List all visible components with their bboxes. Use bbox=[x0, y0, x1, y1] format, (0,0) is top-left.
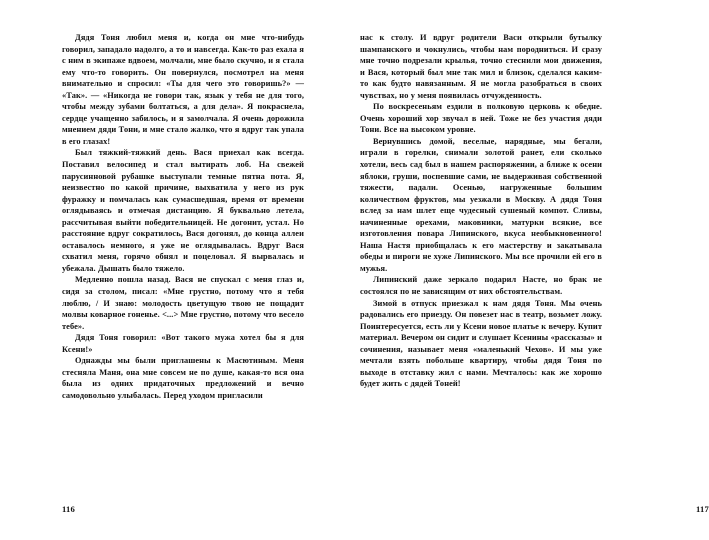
paragraph: Зимой в отпуск приезжал к нам дядя Тоня. Мы очень радовались его приезду. Он повезет нас в театр, возьмет ложу. Поинтересуется, есть ли у Ксени новое платье к вечеру. Купит материал. Вечером он сидит и слушает Ксенины «рассказы» и сочинения, называет меня «маленький Чехов». И мы уже мечтали взять побольше квартиру, чтобы дядя Тоня по выходе в отставку жил с нами. Мечталось: как же хорошо будет жить с дядей Тоней! bbox=[360, 298, 602, 389]
paragraph: Дядя Тоня говорил: «Вот такого мужа хотел бы я для Ксени!» bbox=[62, 333, 304, 354]
paragraph: Липинский даже зеркало подарил Насте, но брак не состоялся по не зависящим от них обстоятельствам. bbox=[360, 275, 602, 297]
page-right-text-column bbox=[360, 32, 602, 390]
page-right bbox=[332, 0, 709, 540]
page-number-left: 116 bbox=[62, 504, 75, 514]
paragraph: Медленно пошла назад. Вася не спускал с меня глаз и, сидя за столом, писал: «Мне грустно, потому что я тебя люблю, / И знаю: молодость цветущую твою не пощадит молвы коварное гоненье. <...> Мне грустно, потому что весело тебе». bbox=[62, 275, 304, 331]
page-left bbox=[0, 0, 332, 540]
paragraph: Был тяжкий-тяжкий день. Вася приехал как всегда. Поставил велосипед и стал вытирать лоб. На свежей парусинновой рубашке выступали темные пятна пота. Я, неизвестно по какой причине, выхватила у него из рук фуражку и помчалась как сумасшедшая, время от времени оглядываясь и отмечая дистанцию. Я буквально летела, рассчитывая выйти победительницей. Не догонит, устал. Но расстояние вдруг сократилось, Вася догонял, до конца аллеи оставалось немного, я уже не оглядывалась. Вдруг Вася схватил меня, горячо обнял и поцеловал. Я вырвалась и убежала. Дышать было тяжело. bbox=[62, 148, 304, 273]
paragraph: Вернувшись домой, веселые, нарядные, мы бегали, играли в горелки, снимали золотой ранет, ели сколько хотели, весь сад был в нашем распоряжении, а ближе к осени яблоки, груши, поспевшие сами, не выдерживая собственной тяжести, падали. Осенью, нагруженные большим количеством фруктов, мы уезжали в Москву. А дядя Тоня вслед за нам шлет еще чудесный сушеный компот. Сливы, начиненные орехами, маковники, матурки всякие, все изготовления повара Липинского, вкуса необыкновенного! Наша Настя приобщалась к его мастерству и закатывала обеды и пироги не хуже Липинского. Мы все прочили ей его в мужья. bbox=[360, 136, 602, 273]
page-number-right: 117 bbox=[696, 504, 709, 514]
paragraph: По воскресеньям ездили в полковую церковь к обедне. Очень хороший хор звучал в ней. Тоже не без участия дяди Тони. Все на высоком уровне. bbox=[360, 102, 602, 135]
paragraph: Однажды мы были приглашены к Масютиным. Меня стесняла Маня, она мне совсем не по душе, какая-то вся она была из одних придаточных предложений и вечно самодовольно улыбалась. Перед уходом пригласили bbox=[62, 356, 304, 400]
paragraph: нас к столу. И вдруг родители Васи открыли бутылку шампанского и чокнулись, чтобы нам породниться. И сразу мне точно подрезали крылья, точно стеснили мои движения, и Вася, который был мне так мил и близок, сделался каким-то как будто навязанным. Я не могла разобраться в своих чувствах, но у меня появилась отчужденность. bbox=[360, 33, 602, 100]
paragraph: Дядя Тоня любил меня и, когда он мне что-нибудь говорил, западало надолго, а то и навсегда. Как-то раз ехала я с ним в экипаже вдвоем, молчали, мне было скучно, и я стала ему что-то говорить. Он повернулся, посмотрел на меня внимательно и спросил: «Ты для чего это говоришь?» — «Так». — «Никогда не говори так, язык у тебя не для того, чтобы между зубами болтаться, а для дела». Я покраснела, сердце учащенно забилось, и я замолчала. Я очень дорожила мнением дяди Тони, и мне стало жалко, что я вдруг так упала в его глазах! bbox=[62, 33, 304, 146]
page-left-text-column bbox=[62, 32, 304, 402]
